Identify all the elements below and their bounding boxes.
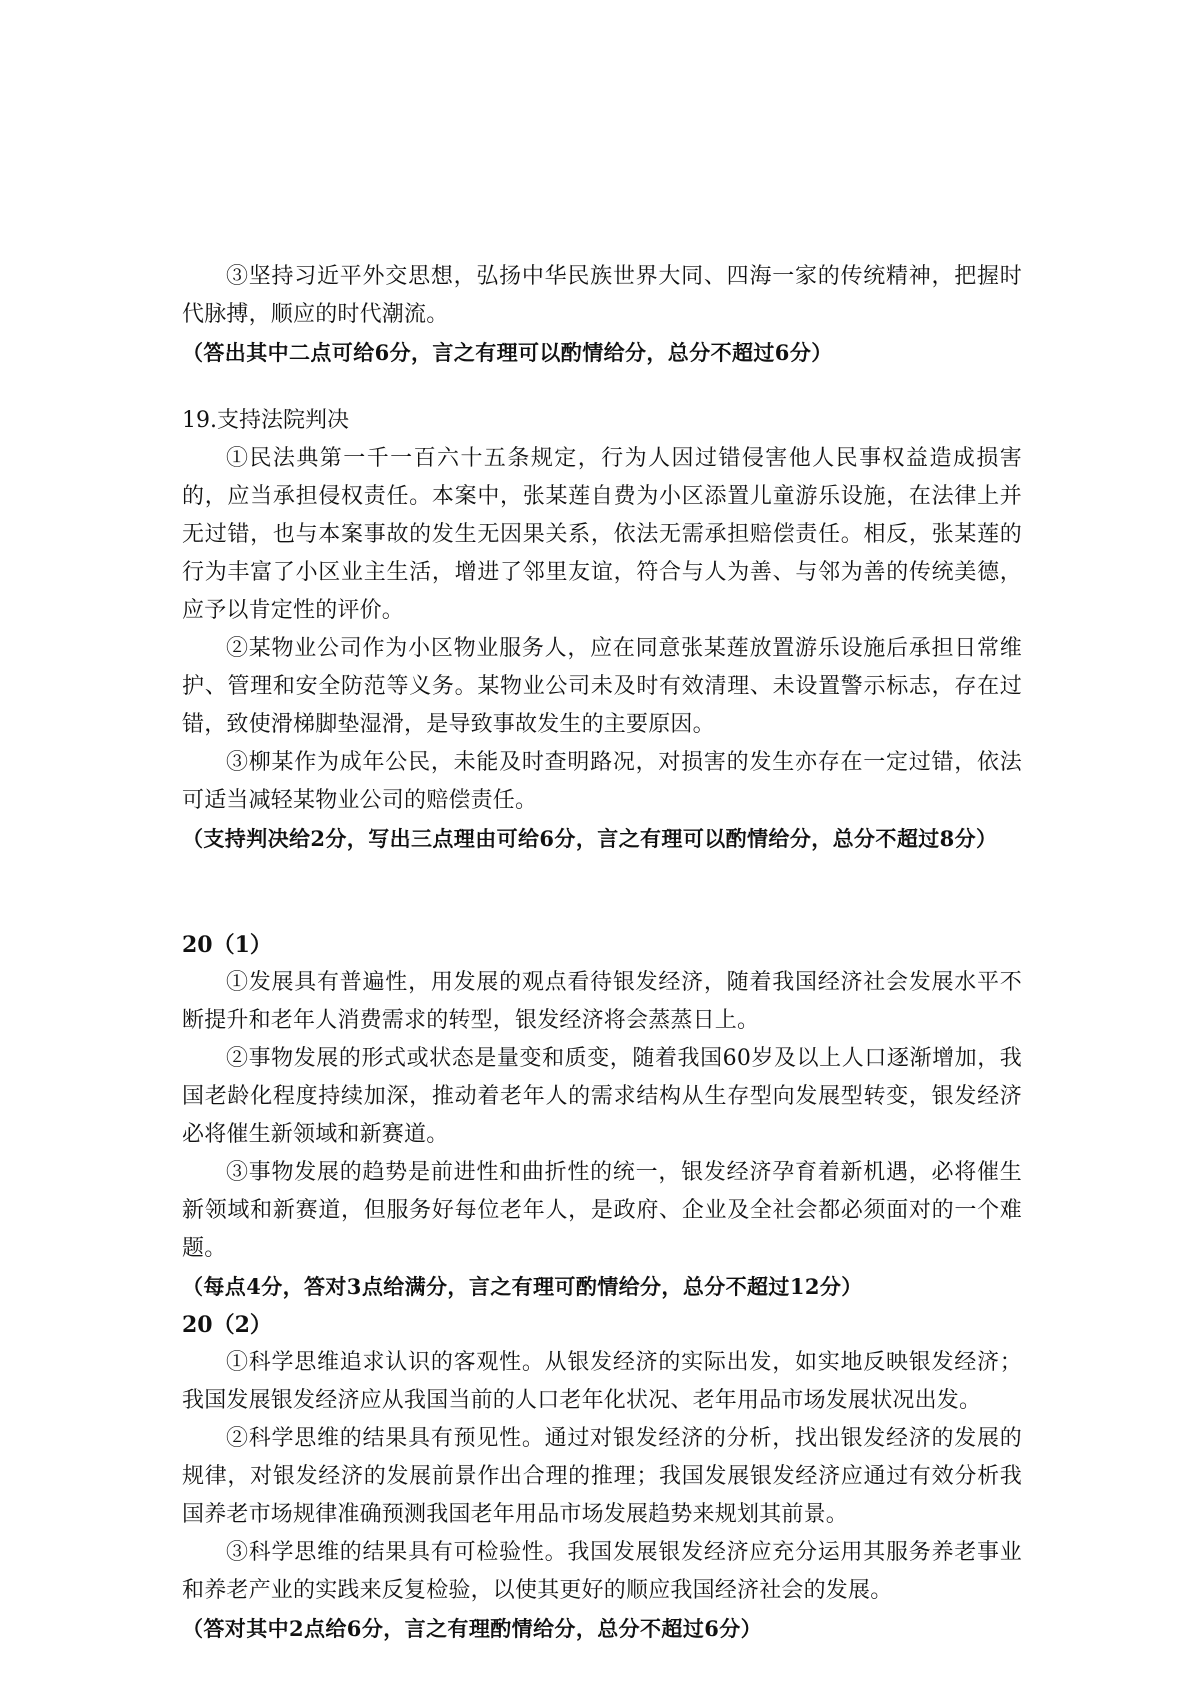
section-20-2 <box>182 1306 1022 1648</box>
section-18-continuation <box>182 258 1022 372</box>
question-heading: 20（2） <box>182 1312 272 1338</box>
answer-point-3: ③事物发展的趋势是前进性和曲折性的统一，银发经济孕育着新机遇，必将催生新领域和新赛道，但服务好每位老年人，是政府、企业及全社会都必须面对的一个难题。 <box>182 1160 1022 1261</box>
answer-point-2: ②科学思维的结果具有预见性。通过对银发经济的分析，找出银发经济的发展的规律，对银发经济的发展前景作出合理的推理；我国发展银发经济应通过有效分析我国养老市场规律准确预测我国老年用品市场发展趋势来规划其前景。 <box>182 1426 1022 1527</box>
answer-point-3: ③坚持习近平外交思想，弘扬中华民族世界大同、四海一家的传统精神，把握时代脉搏，顺应的时代潮流。 <box>182 264 1022 327</box>
section-20-1 <box>182 926 1022 1306</box>
answer-point-3: ③科学思维的结果具有可检验性。我国发展银发经济应充分运用其服务养老事业和养老产业的实践来反复检验，以使其更好的顺应我国经济社会的发展。 <box>182 1540 1022 1603</box>
answer-point-1: ①民法典第一千一百六十五条规定，行为人因过错侵害他人民事权益造成损害的，应当承担侵权责任。本案中，张某莲自费为小区添置儿童游乐设施，在法律上并无过错，也与本案事故的发生无因果关系，依法无需承担赔偿责任。相反，张某莲的行为丰富了小区业主生活，增进了邻里友谊，符合与人为善、与邻为善的传统美德，应予以肯定性的评价。 <box>182 446 1022 623</box>
section-19 <box>182 402 1022 858</box>
question-heading: 20（1） <box>182 932 272 958</box>
scoring-note: （答对其中2点给6分，言之有理酌情给分，总分不超过6分） <box>182 1616 763 1641</box>
answer-point-2: ②事物发展的形式或状态是量变和质变，随着我国60岁及以上人口逐渐增加，我国老龄化程度持续加深，推动着老年人的需求结构从生存型向发展型转变，银发经济必将催生新领域和新赛道。 <box>182 1046 1022 1147</box>
answer-key-page <box>182 258 1022 1648</box>
answer-point-2: ②某物业公司作为小区物业服务人，应在同意张某莲放置游乐设施后承担日常维护、管理和安全防范等义务。某物业公司未及时有效清理、未设置警示标志，存在过错，致使滑梯脚垫湿滑，是导致事故发生的主要原因。 <box>182 636 1022 737</box>
scoring-note: （每点4分，答对3点给满分，言之有理可酌情给分，总分不超过12分） <box>182 1274 863 1299</box>
answer-point-1: ①科学思维追求认识的客观性。从银发经济的实际出发，如实地反映银发经济；我国发展银发经济应从我国当前的人口老年化状况、老年用品市场发展状况出发。 <box>182 1350 1022 1413</box>
answer-point-3: ③柳某作为成年公民，未能及时查明路况，对损害的发生亦存在一定过错，依法可适当减轻某物业公司的赔偿责任。 <box>182 750 1022 813</box>
scoring-note: （支持判决给2分，写出三点理由可给6分，言之有理可以酌情给分，总分不超过8分） <box>182 826 998 851</box>
answer-point-1: ①发展具有普遍性，用发展的观点看待银发经济，随着我国经济社会发展水平不断提升和老年人消费需求的转型，银发经济将会蒸蒸日上。 <box>182 970 1022 1033</box>
scoring-note: （答出其中二点可给6分，言之有理可以酌情给分，总分不超过6分） <box>182 340 833 365</box>
question-heading: 19.支持法院判决 <box>182 408 349 433</box>
